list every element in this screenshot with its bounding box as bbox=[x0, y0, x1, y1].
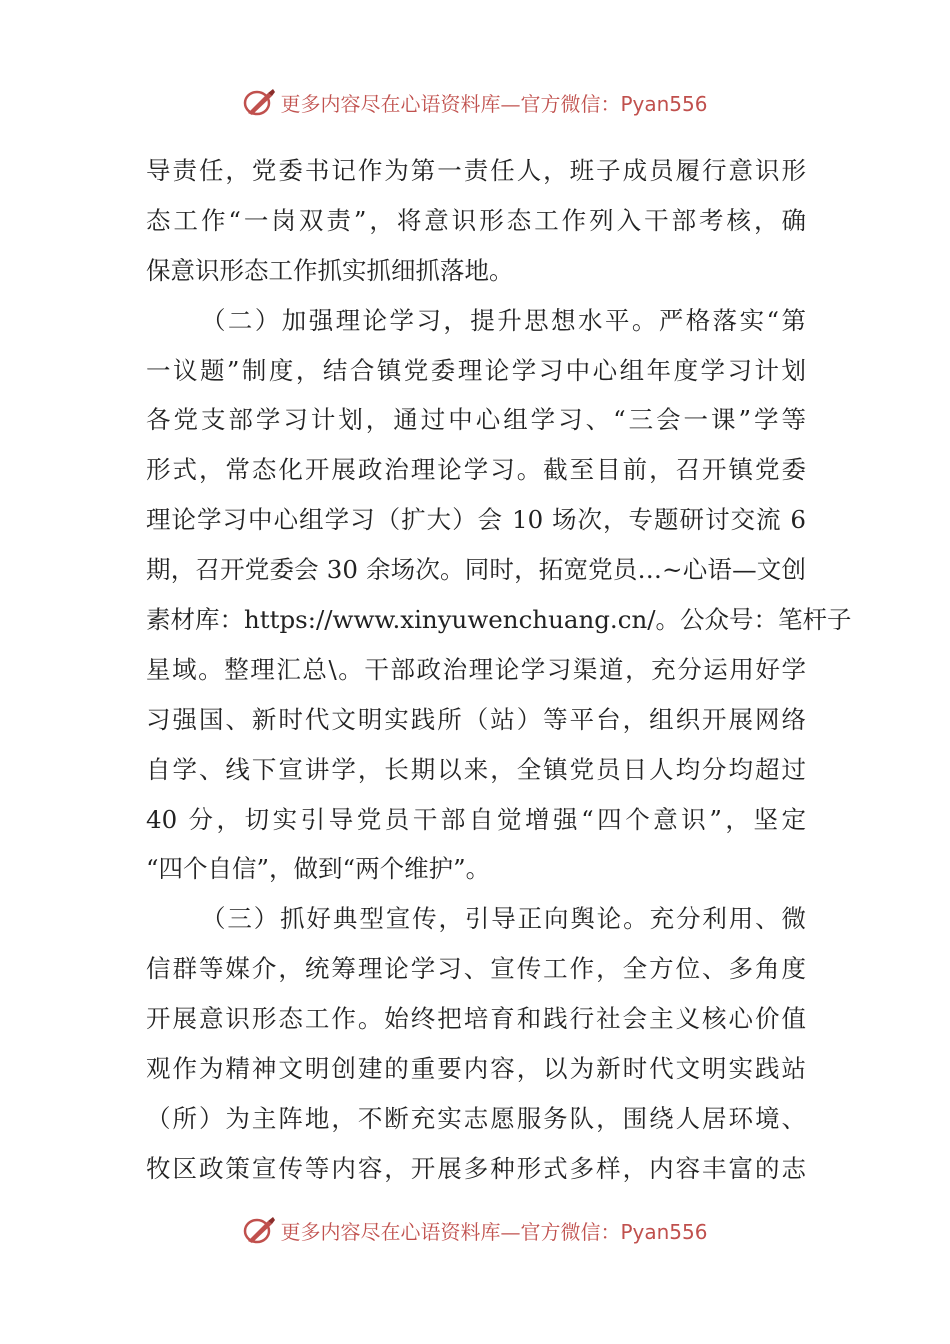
body-line: （二）加强理论学习，提升思想水平。严格落实“第 bbox=[201, 305, 806, 335]
body-line: 各党支部学习计划，通过中心组学习、“三会一课”学等 bbox=[146, 405, 806, 435]
body-line: 信群等媒介，统筹理论学习、宣传工作，全方位、多角度 bbox=[146, 954, 806, 984]
body-line: 星域。整理汇总\。干部政治理论学习渠道，充分运用好学 bbox=[146, 654, 806, 684]
body-line: 态工作“一岗双责”，将意识形态工作列入干部考核，确 bbox=[146, 205, 806, 235]
pen-logo-icon bbox=[242, 1215, 276, 1245]
body-line: （三）抓好典型宣传，引导正向舆论。充分利用、微 bbox=[201, 904, 806, 934]
body-line: 素材库：https://www.xinyuwenchuang.cn/。公众号：笔杆子 bbox=[146, 605, 852, 635]
body-line: 习强国、新时代文明实践所（站）等平台，组织开展网络 bbox=[146, 704, 806, 734]
body-line: “四个自信”，做到“两个维护”。 bbox=[146, 854, 491, 884]
body-line: 形式，常态化开展政治理论学习。截至目前，召开镇党委 bbox=[146, 455, 806, 485]
body-line: 观作为精神文明创建的重要内容，以为新时代文明实践站 bbox=[146, 1054, 806, 1084]
header-banner bbox=[0, 82, 950, 122]
header-banner-text: 更多内容尽在心语资料库—官方微信：Pyan556 bbox=[280, 91, 708, 116]
document-body bbox=[146, 146, 852, 1194]
pen-logo-icon bbox=[242, 87, 276, 117]
body-line: 期，召开党委会 30 余场次。同时，拓宽党员…~心语—文创 bbox=[146, 555, 806, 585]
body-line: （所）为主阵地，不断充实志愿服务队，围绕人居环境、 bbox=[146, 1103, 806, 1133]
body-line: 一议题”制度，结合镇党委理论学习中心组年度学习计划 bbox=[146, 355, 806, 385]
footer-banner bbox=[0, 1210, 950, 1250]
body-line: 自学、线下宣讲学，长期以来，全镇党员日人均分均超过 bbox=[146, 754, 806, 784]
body-line: 理论学习中心组学习（扩大）会 10 场次，专题研讨交流 6 bbox=[146, 505, 806, 535]
body-line: 牧区政策宣传等内容，开展多种形式多样，内容丰富的志 bbox=[146, 1153, 806, 1183]
footer-banner-text: 更多内容尽在心语资料库—官方微信：Pyan556 bbox=[280, 1219, 708, 1244]
body-line: 保意识形态工作抓实抓细抓落地。 bbox=[146, 255, 514, 285]
body-line: 导责任，党委书记作为第一责任人，班子成员履行意识形 bbox=[146, 156, 806, 185]
body-line: 开展意识形态工作。始终把培育和践行社会主义核心价值 bbox=[146, 1004, 806, 1034]
body-line: 40 分，切实引导党员干部自觉增强“四个意识”，坚定 bbox=[146, 804, 806, 834]
